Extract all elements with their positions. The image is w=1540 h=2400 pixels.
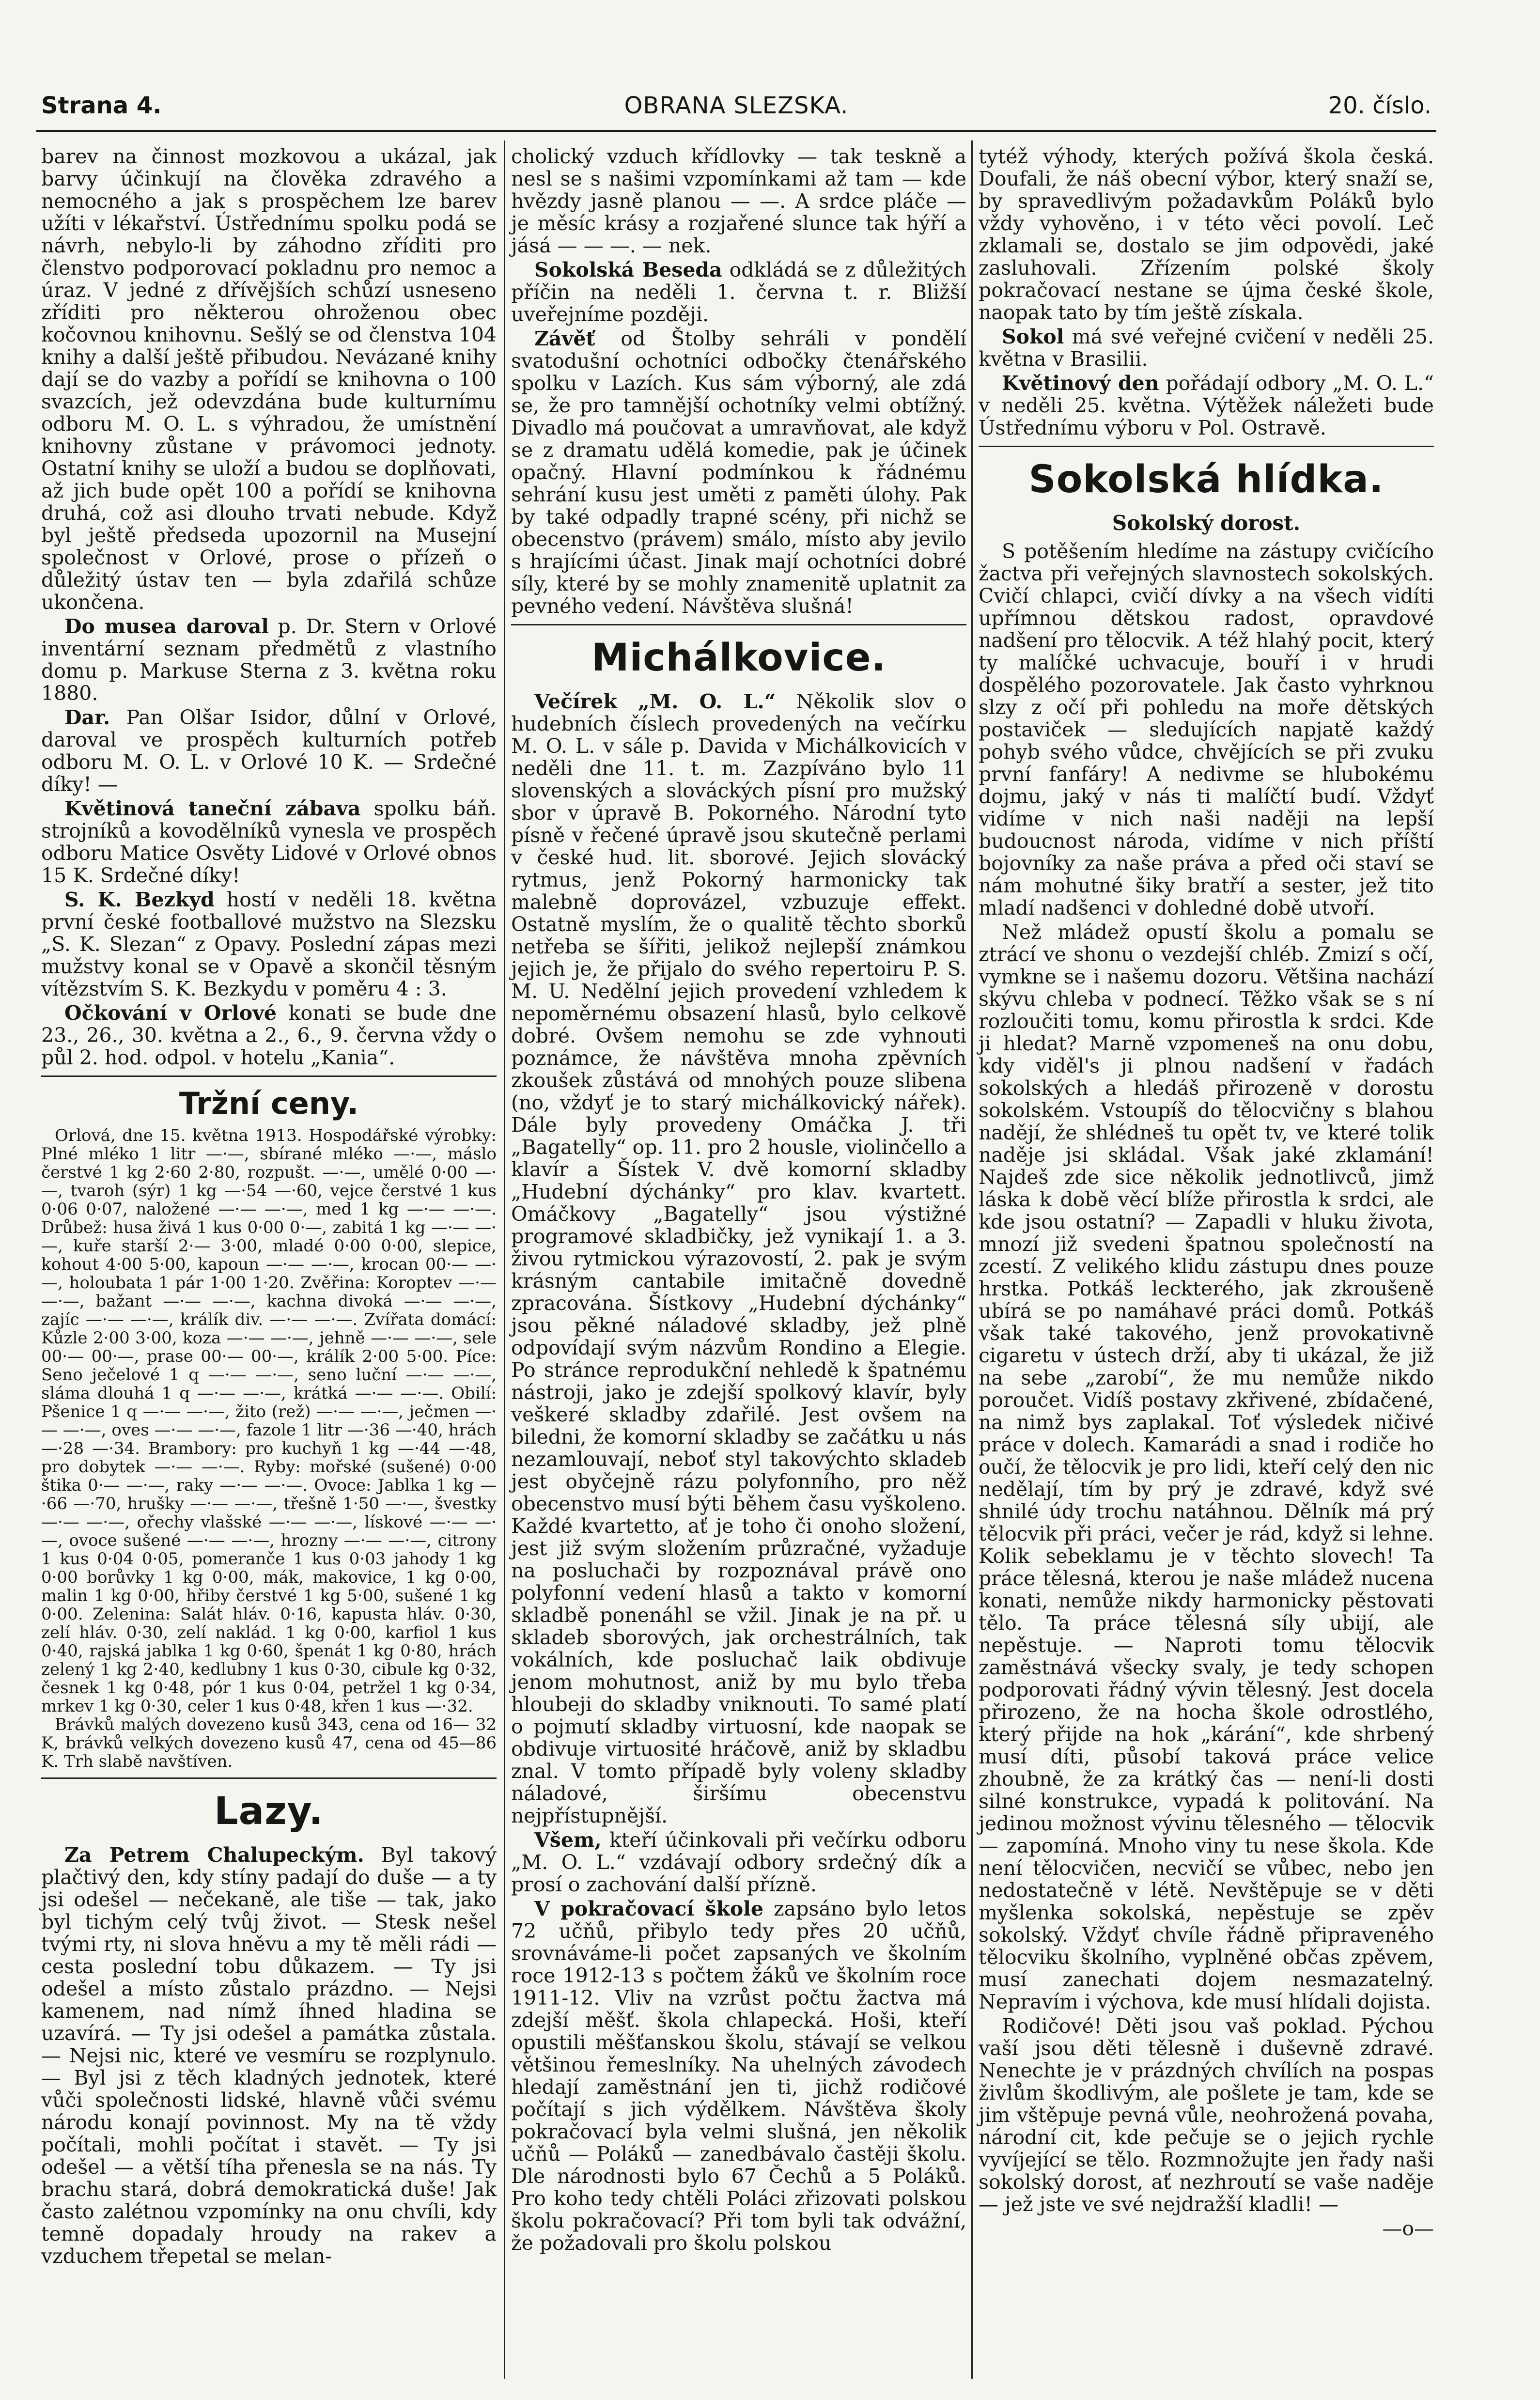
item-text: Několik slov o hudebních číslech provedených na večírku M. O. L. v sále p. Davida v Michálkovicích v neděli dne 11. t. m. Zazpíváno bylo 11 slovenských a slováckých písní pro mužský sbor v úpravě B. Pokorného. Národní tyto písně v řečené úpravě jsou skutečně perlami v české hud. lit. sborové. Jejich slovácký rytmus, jenž Pokorný harmonicky tak malebně doprovázel, vzbuzuje effekt. Ostatně myslím, že o qualitě těchto sborků netřeba se šířiti, jelikož nejlepší známkou jejich je, že přijalo do svého repertoiru P. S. M. U. Nedělní jejich provedení vzhledem k nepoměrnému obsazení hlasů, bylo celkově dobré. Ovšem nemohu se zde vyhnouti poznámce, že návštěva mnoha zpěvních zkoušek zůstává od mnohých pouze slibena (no, vždyť je to starý michálkovický nářek). Dále byly provedeny Omáčka J. tři „Bagatelly“ op. 11. pro 2 housle, violinčello a klavír a Šístek V. dvě komorní skladby „Hudební dýchánky“ pro klav. kvartett. Omáčkovy „Bagatelly“ jsou výstižné programové skladbičky, jež vynikají 1. a 3. živou rytmickou výrazovostí, 2. pak je svým krásným cantabile imitačně dovedně zpracována. Šístkovy „Hudební dýchánky“ jsou pěkné náladové skladby, jež plně odpovídají svým názvům Rondino a Elegie. Po stránce reprodukční nehledě k špatnému nástroji, jako je zdejší spolkový klavír, byly veškeré skladby zdařilé. Jest ovšem na biledni, že komorní skladby se začátku u nás nezamlouvají, neboť styl takovýchto skladeb jest obyčejně rázu polyfonního, pro něž obecenstvo musí býti během času vyškoleno. Každé kvartetto, ať je toho či onoho složení, jest již svým složením průzračné, vyžaduje na posluchači by rozpoznával právě ono polyfonní vedení hlasů a takto v komorní skladbě ponenáhl se vžil. Jinak je na př. u skladeb sborových, jak orchestrálních, tak vokálních, kde posluchač laik obdivuje jenom mohutnost, aniž by mu bylo třeba hloubeji do skladby vniknouti. To samé platí o pojmutí skladby virtuosní, kde naopak se obdivuje virtuosité hráčově, aniž by skladbu znal. V tomto případě byly voleny skladby náladové, širšímu obecenstvu nejpřístupnější. [511,690,966,1827]
item-text: Byl takový plačtivý den, kdy stíny padají do duše — a ty jsi odešel — nečekaně, ale tiše — tak, jako byl tichým celý tvůj život. — Stesk nešel tvými rty, ni slova hněvu a my tě měli rádi — cesta poslední tobu důkazem. — Ty jsi odešel a místo zůstalo prázdno. — Nejsi kamenem, nad nímž íhned hladina se uzavírá. — Ty jsi odešel a památka zůstala. — Nejsi nic, které ve vesmíru se rozplynulo. — Byl jsi z těch kladných jednotek, které vůči společnosti lidské, hlavně vůči svému národu konají povinnost. My na tě vždy počítali, mohli počítat i stavět. — Ty jsi odešel — a větší tíha přenesla se na nás. Ty brachu stará, dobrá demokratická duše! Jak často zalétnou vzpomínky na onu chvíli, kdy temně dopadaly hroudy na rakev a vzduchem třepetal se melan- [41,1843,497,2268]
item-text: kteří účinkovali při večírku odboru „M. O. L.“ vzdávají odbory srdečný dík a prosí o zachování další přízně. [511,1828,966,1896]
section-rule [41,1777,497,1779]
section-rule [41,1075,497,1077]
news-item [511,327,966,617]
item-lead: Sokol [1002,325,1064,348]
news-item [41,1844,497,2267]
item-lead: Za Petrem Chalupeckým. [64,1843,364,1867]
article-text: barev na činnost mozkovou a ukázal, jak barvy účinkují na člověka zdravého a nemocného a jak s prospěchem lze barev užíti v lékařství. Ústřednímu spolku podá se návrh, nebylo-li by záhodno zříditi pro členstvo podporovací pokladnu pro nemoc a úraz. V jedné z dřívějších schůzí usneseno zříditi pro některou ohroženou obec kočovnou knihovnu. Sešlý se od členstva 104 knihy a další ještě přibudou. Nevázané knihy dají se do vazby a pořídí se knihovna o 100 svazcích, jež odevzdána bude kulturnímu odboru M. O. L. s výhradou, že umístnění knihovny zůstane v právomoci jednoty. Ostatní knihy se uloží a budou se doplňovati, až jich bude opět 100 a pořídí se knihovna druhá, což asi dlouho trvati nebude. Když byl ještě předseda upozornil na Musejní společnost v Orlové, prose o přízeň o důležitý ústav ten — byla zdařilá schůze ukončena. [41,145,497,614]
news-item [511,259,966,326]
news-item [979,326,1434,370]
column-divider [504,140,505,2379]
article-text: Než mládež opustí školu a pomalu se ztrácí ve shonu o vezdejší chléb. Zmizí s očí, vymkne se i našemu dozoru. Většina nachází skývu chleba v podnecí. Těžko však se s ní rozloučiti tomu, komu přirostla k srdci. Kde ji hledat? Marně vzpomeneš na onu dobu, kdy viděl's ji plnou nadšení v řadách sokolských a hledáš přirozeně v dorostu sokolském. Vstoupíš do tělocvičny s blahou nadějí, že shlédneš tu opět tv, ve které tolik naděje jsi skládal. Však jaké zklamání! Najdeš zde sice několik jednotlivců, jimž láska k době věcí blíže přirostla k srdci, ale kde jsou ostatní? — Zapadli v hluku života, mnozí již svedeni špatnou společností na zcestí. Z velikého klidu zástupu dnes pouze hrstka. Potkáš leckterého, jak zkroušeně ubírá se po namáhavé práci domů. Potkáš však také takového, jenž provokativně cigaretu v ústech drží, aby ti ukázal, že již na sebe „zarobí“, že mu nemůže nikdo poroučet. Vidíš postavy zkřivené, zbídačené, na nimž bys zaplakal. Toť výsledek ničivé práce v dolech. Kamarádi a snad i rodiče ho oučí, že tělocvik je pro lidi, kteří celý den nic nedělají, tím by prý je zdravé, když své shnilé údy trochu natáhnou. Dělník má prý tělocvik při práci, večer je rád, když si lehne. Kolik sebeklamu je v těchto slovech! Ta práce tělesná, kterou je naše mládež nucena konati, nemůže nikdy harmonicky pěstovati tělo. Ta práce tělesná síly ubijí, ale nepěstuje. — Naproti tomu tělocvik zaměstnává všecky svaly, je tedy schopen podporovati řádný vývin tělesný. Jest docela přirozeno, že na hocha škole odrostlého, který přijde na hok „kárání“, kde shrbený musí díti, působí taková práce velice zhoubně, že za krátký čas — není-li dosti silné konstrukce, vypadá k politování. Na jedinou možnost vývinu tělesného — tělocvik — zapomíná. Mnoho viny tu nese škola. Kde není tělocvičen, necvičí se vůbec, nebo jen nedostatečně v létě. Nevštěpuje se v děti myšlenka sokolská, nepěstuje se zpěv sokolský. Vždyť chvíle řádně připraveného tělocviku školního, vyplněné občas zpěvem, musí zanechati dojem nesmazatelný. Nepravím i výchova, kde musí hlídali dojista. [979,920,1434,2013]
page-number: Strana 4. [41,92,162,119]
market-prices [41,1126,497,1771]
item-text: pořádají odbory „M. O. L.“ v neděli 25. května. Výtěžek náležeti bude Ústřednímu výboru v Pol. Ostravě. [979,372,1434,439]
item-text: hostí v neděli 18. května první české footballové mužstvo na Slezsku „S. K. Slezan“ z Opavy. Poslední zápas mezi mužstvy konal se v Opavě a skončil těsným vítězstvím S. K. Bezkydu v poměru 4 : 3. [41,888,497,1000]
item-lead: Večírek „M. O. L.“ [534,690,776,713]
news-item [41,888,497,1000]
item-text: p. Dr. Stern v Orlové inventární seznam předmětů z vlastního domu p. Markuse Sterna z 3. května roku 1880. [41,615,497,705]
item-text: zapsáno bylo letos 72 učňů, přibylo tedy přes 20 učňů, srovnáváme-li počet zapsaných ve školním roce 1912-13 s počtem žáků ve školním roce 1911-12. Vliv na vzrůst počtu žactva má zdejší měšť. škola chlapecká. Hoši, kteří opustili měšťanskou školu, stávají se velkou většinou řemeslníky. Na uhelných závodech hledají zaměstnání jen ti, jichž rodičové počítají s jich výdělkem. Návštěva školy pokračovací byla velmi slušná, jen několik učňů — Poláků — zanedbávalo častěji školu. Dle národnosti bylo 67 Čechů a 5 Poláků. Pro koho tedy chtěli Poláci zřizovati polskou školu pokračovací? Při tom byli tak odvážní, že požadovali pro školu polskou [511,1897,967,2255]
signature: —o— [1382,2217,1434,2240]
section-subheading: Sokolský dorost. [1112,511,1301,535]
section-rule [511,624,966,625]
masthead-title: OBRANA SLEZSKA. [624,92,849,119]
news-item [511,1898,966,2254]
issue-number: 20. číslo. [1328,92,1431,119]
section-heading-market: Tržní ceny. [179,1086,359,1121]
item-text: má své veřejné cvičení v neděli 25. května v Brasilii. [979,325,1434,371]
item-lead: Sokolská Beseda [534,258,722,281]
item-lead: S. K. Bezkyd [64,888,215,911]
news-item [511,690,966,1827]
item-lead: Očkování v Orlové [64,1001,277,1025]
page-header [41,92,1431,126]
item-text: Pan Olšar Isidor, důlní v Orlové, daroval ve prospěch kulturních potřeb odboru M. O. L. v Orlové 10 K. — Srdečné díky! — [41,706,497,796]
section-rule [979,446,1434,447]
article-text: cholický vzduch křídlovky — tak teskně a nesl se s našimi vzpomínkami až tam — kde hvězdy jasně planou — —. A srdce pláče — je měsíc krásy a rozjařené slunce tak hýří a jásá — — —. — nek. [511,145,966,257]
article-text: Rodičové! Děti jsou vaš poklad. Pýchou vaší jsou děti tělesně i duševně zdravé. Nenechte je v prázdných chvílích na pospas živlům škodlivým, ale pošlete je tam, kde se jim vštěpuje pevná vůle, neohrožená povaha, národní cit, kde pečuje se o jejich rychle vyvíjející se tělo. Rozmnožujte jen řady naši sokolský dorost, ať nezhroutí se vaše naděje — jež jste ve své nejdražší kladli! — [979,2014,1434,2216]
header-rule [36,130,1436,132]
section-heading-lazy: Lazy. [214,1790,324,1833]
item-lead: Závěť [534,327,595,350]
item-lead: Dar. [64,706,110,729]
market-text-2: Brávků malých dovezeno kusů 343, cena od 16— 32 K, brávků velkých dovezeno kusů 47, cena od 45—86 K. Trh slabě navštíven. [41,1715,497,1771]
article-text: S potěšením hledíme na zástupy cvičícího žactva při veřejných slavnostech sokolských. Cvičí chlapci, cvičí dívky a na všech vidíti upřímnou dětskou radost, opravdové nadšení pro tělocvik. A též hlahý pocit, který ty malíčké uchvacuje, bouří i v hrudi dospělého pozorovatele. Jak často vyhrknou slzy z očí při pohledu na moře dětských postaviček — sledujících napjatě každý pohyb svého vůdce, chvějících se při zvuku první fanfáry! A nedivme se hlubokému dojmu, jaký v nás ti malíčtí budí. Vždyť vidíme v nich naši naději na lepší budoucnost národa, vidíme v nich příští bojovníky za naše práva a před oči staví se nám mohutné šiky bratří a sester, jež tito mladí nadšenci v dohledné době utvoří. [979,540,1434,919]
news-item [41,615,497,704]
item-text: odkládá se z důležitých příčin na neděli 1. června t. r. Bližší uveřejníme později. [511,258,966,326]
column-1 [41,145,497,2269]
item-lead: Do musea daroval [64,615,269,638]
section-heading-sokol: Sokolská hlídka. [1028,458,1384,501]
item-lead: Květinová taneční zábava [64,797,361,820]
news-item [41,706,497,795]
article-text: tytéž výhody, kterých požívá škola česká. Doufali, že náš obecní výbor, který snaží se, by spravedlivým požadavkům Poláků bylo vždy vyhověno, i v této věci povolí. Leč zklamali se, dostalo se jim odpovědi, jaké zasluhovali. Zřízením polské školy pokračovací nestane se újma české škole, naopak tato by tím ještě získala. [979,145,1434,324]
item-lead: Všem, [534,1828,602,1852]
section-heading-michalkovice: Michálkovice. [591,636,887,680]
market-text: Orlová, dne 15. května 1913. Hospodářské výrobky: Plné mléko 1 litr —·—, sbírané mléko —·—, máslo čerstvé 1 kg 2·60 2·80, rozpušt. —·—, umělé 0·00 —·—, tvaroh (sýr) 1 kg —·54 —·60, vejce čerstvé 1 kus 0·06 0·07, naložené —·— —·—, med 1 kg —·— —·—. Drůbež: husa živá 1 kus 0·00 0·—, zabitá 1 kg —·— —·—, kuře starší 2·— 3·00, mladé 0·00 0·00, slepice, kohout 4·00 5·00, kapoun —·— —·—, krocan 00·— —·—, holoubata 1 pár 1·00 1·20. Zvěřina: Koroptev —·— —·—, bažant —·— —·—, kachna divoká —·— —·—, zajíc —·— —·—, králík div. —·— —·—. Zvířata domácí: Kůzle 2·00 3·00, koza —·— —·—, jehně —·— —·—, sele 00·— 00·—, prase 00·— 00·—, králík 2·00 5·00. Píce: Seno ječelové 1 q —·— —·—, seno luční —·— —·—, sláma dlouhá 1 q —·— —·—, krátká —·— —·—. Obilí: Pšenice 1 q —·— —·—, žito (rež) —·— —·—, ječmen —·— —·—, oves —·— —·—, fazole 1 litr —·36 —·40, hrách —·28 —·34. Brambory: pro kuchyň 1 kg —·44 —·48, pro dobytek —·— —·—. Ryby: mořské (sušené) 0·00 štika 0·— —·—, raky —·— —·—. Ovoce: Jablka 1 kg —·66 —·70, hrušky —·— —·—, třešně 1·50 —·—, švestky —·— —·—, ořechy vlašské —·— —·—, lískové —·— —·—, ovoce sušené —·— —·—, hrozny —·— —·—, citrony 1 kus 0·04 0·05, pomeranče 1 kus 0·03 jahody 1 kg 0·00 borůvky 1 kg 0·00, mák, makovice, 1 kg 0·00, malin 1 kg 0·00, hřiby čerstvé 1 kg 5·00, sušené 1 kg 0·00. Zelenina: Salát hláv. 0·16, kapusta hláv. 0·30, zelí hláv. 0·30, zelí naklád. 1 kg 0·00, karfiol 1 kus 0·40, rajská jablka 1 kg 0·60, špenát 1 kg 0·80, hrách zelený 1 kg 2·40, kedlubny 1 kus 0·30, cibule kg 0·32, česnek 1 kg 0·48, pór 1 kus 0·04, petržel 1 kg 0·34, mrkev 1 kg 0·30, celer 1 kus 0·48, křen 1 kus —·32. [41,1126,497,1716]
item-text: konati se bude dne 23., 26., 30. května a 2., 6., 9. června vždy o půl 2. hod. odpol. v hotelu „Kania“. [41,1001,497,1069]
news-item [511,1829,966,1896]
column-3 [979,145,1434,2242]
news-item [979,372,1434,439]
column-2 [511,145,966,2256]
item-text: spolku báň. strojníků a kovodělníků vynesla ve prospěch odboru Matice Osvěty Lidové v Orlové obnos 15 K. Srdečné díky! [41,797,497,887]
news-item [41,797,497,887]
column-divider [971,140,973,2379]
item-text: od Štolby sehráli v pondělí svatodušní ochotníci odbočky čtenářského spolku v Lazích. Kus sám výborný, ale zdá se, že pro tamnější ochotníky velmi obtížný. Divadlo má poučovat a umravňovat, ale když se z dramatu udělá komedie, pak je účinek opačný. Hlavní podmínkou k řádnému sehrání kusu jest uměti z paměti úlohy. Pak by také odpadly trapné scény, při nichž se obecenstvo (právem) smálo, místo aby jevilo s hrajícími účast. Jinak mají ochotníci dobré síly, které by se mohly znamenitě uplatnit za pevného vedení. Návštěva slušná! [511,327,966,618]
news-item [41,1002,497,1069]
item-lead: Květinový den [1002,372,1159,395]
item-lead: V pokračovací škole [534,1897,763,1920]
